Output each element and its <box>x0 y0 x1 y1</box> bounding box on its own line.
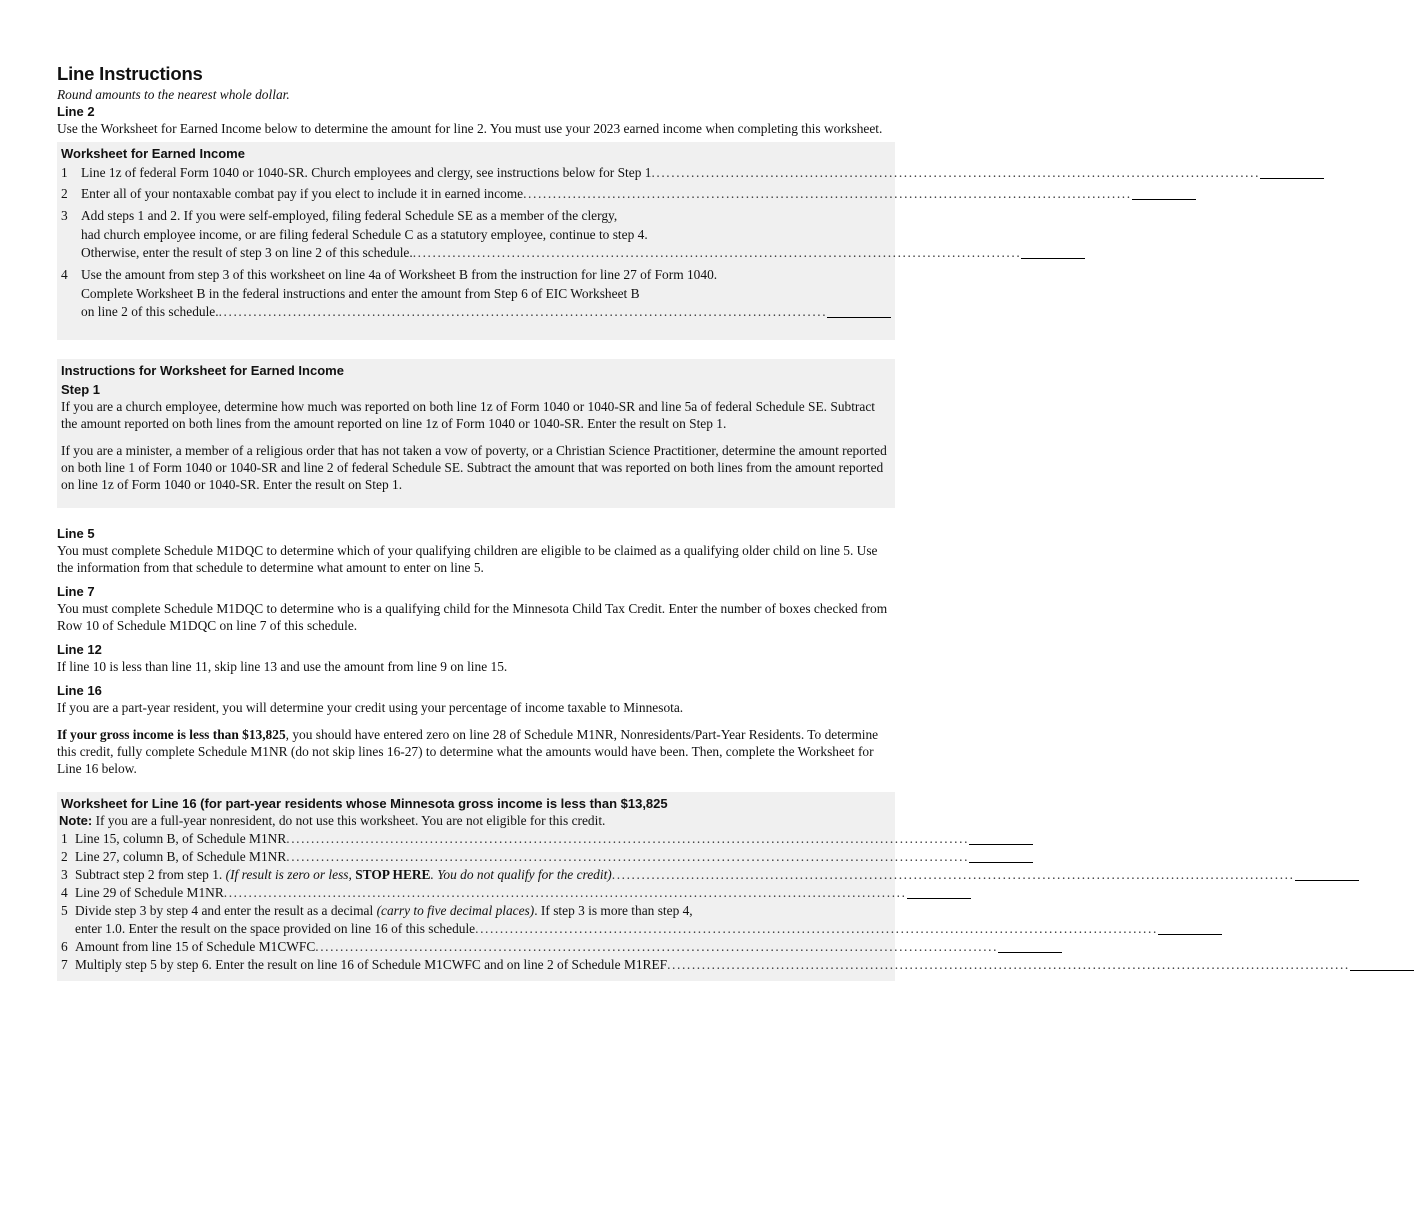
instructions-earned-income-title: Instructions for Worksheet for Earned Income <box>61 363 344 378</box>
step-text: Divide step 3 by step 4 and enter the result as a decimal <box>75 903 377 918</box>
step-text-line: Complete Worksheet B in the federal instructions and enter the amount from Step 6 of EIC Worksheet B <box>81 286 640 301</box>
instructions-earned-income <box>57 359 895 508</box>
worksheet-earned-income-title: Worksheet for Earned Income <box>61 146 245 161</box>
step-text-line: enter 1.0. Enter the result on the space provided on line 16 of this schedule <box>75 921 476 936</box>
ws16-step-6 <box>61 938 999 955</box>
ws-earned-step-1 <box>61 164 1261 181</box>
step-number: 3 <box>61 867 68 882</box>
note-label: Note: <box>59 813 93 828</box>
ws16-step-5 <box>61 902 1158 937</box>
amount-blank-step-2[interactable] <box>1132 186 1196 200</box>
step-number: 5 <box>61 903 68 918</box>
ws16-step-3 <box>61 866 1295 883</box>
worksheet-earned-income <box>57 142 1261 340</box>
step-number: 1 <box>61 165 68 180</box>
dot-leader: .......................................................................................................................................... <box>475 921 1158 936</box>
ws16-step-1 <box>61 830 970 847</box>
dot-leader: .......................................................................................................................................... <box>286 831 970 846</box>
amount-blank-ws16-3[interactable] <box>1295 867 1359 881</box>
step-number: 7 <box>61 957 68 972</box>
dot-leader: .......................................................................................................................................... <box>315 939 999 954</box>
amount-blank-ws16-4[interactable] <box>907 885 971 899</box>
ws-earned-step-2 <box>61 185 1132 202</box>
line12-text: If line 10 is less than line 11, skip line 13 and use the amount from line 9 on line 15. <box>57 659 508 674</box>
dot-leader: ........................................................................................................................... <box>412 245 1022 260</box>
step1-para-2: If you are a minister, a member of a religious order that has not taken a vow of poverty, or a Christian Science Practitioner, determine the amount reported on both line 1 of Form 1040 or 1040-SR and line 2 of federal Schedule SE. Subtract the amount that was reported on both lines from the amount reported on line 1z of Form 1040 or 1040-SR. Enter the result on Step 1. <box>61 443 887 492</box>
step-text-line: on line 2 of this schedule. <box>81 304 219 319</box>
step-text: Amount from line 15 of Schedule M1CWFC <box>75 939 316 954</box>
page <box>57 62 1350 981</box>
worksheet-line16-title: Worksheet for Line 16 (for part-year residents whose Minnesota gross income is less than $13,825 <box>61 796 668 811</box>
step-text: Line 1z of federal Form 1040 or 1040-SR. Church employees and clergy, see instructions below for Step 1 <box>81 165 652 180</box>
step-text-line: Otherwise, enter the result of step 3 on line 2 of this schedule. <box>81 245 413 260</box>
worksheet-line16 <box>57 792 1350 981</box>
round-note: Round amounts to the nearest whole dollar. <box>57 87 290 102</box>
step-text: Subtract step 2 from step 1. <box>75 867 226 882</box>
dot-leader: .......................................................................................................................................... <box>611 867 1295 882</box>
step-number: 4 <box>61 885 68 900</box>
step1-heading: Step 1 <box>61 382 101 397</box>
amount-blank-ws16-2[interactable] <box>969 849 1033 863</box>
amount-blank-step-3[interactable] <box>1021 245 1085 259</box>
dot-leader: .......................................................................................................................................... <box>667 957 1350 972</box>
gross-income-rest: , you should have entered zero on line 28 of Schedule M1NR, Nonresidents/Part-Year Residents. To determine this credit, fully complete Schedule M1NR (do not skip lines 16-27) to determine what the amounts would have been. Then, complete the Worksheet for Line 16 below. <box>57 727 879 776</box>
stop-here-bold: STOP HERE <box>355 867 431 882</box>
step-text: Enter all of your nontaxable combat pay if you elect to include it in earned income <box>81 186 524 201</box>
line7-heading: Line 7 <box>57 584 95 599</box>
line16-heading: Line 16 <box>57 683 102 698</box>
page-title: Line Instructions <box>57 63 203 84</box>
line12-heading: Line 12 <box>57 642 102 657</box>
line2-text: Use the Worksheet for Earned Income below to determine the amount for line 2. You must use your 2023 earned income when completing this worksheet. <box>57 121 883 136</box>
amount-blank-ws16-5[interactable] <box>1158 921 1222 935</box>
step-text-line: had church employee income, or are filing federal Schedule C as a statutory employee, continue to step 4. <box>81 227 648 242</box>
gross-income-bold-lead: If your gross income is less than $13,825 <box>57 727 286 742</box>
step-text: Line 15, column B, of Schedule M1NR <box>75 831 287 846</box>
amount-blank-ws16-1[interactable] <box>969 831 1033 845</box>
ws-earned-step-4 <box>61 266 891 320</box>
line5-heading: Line 5 <box>57 526 95 541</box>
step-text: . If step 3 is more than step 4, <box>534 903 693 918</box>
line16-text: If you are a part-year resident, you will determine your credit using your percentage of income taxable to Minnesota. <box>57 700 684 715</box>
amount-blank-step-1[interactable] <box>1260 165 1324 179</box>
ws16-step-2 <box>61 848 970 865</box>
step-text-line: Use the amount from step 3 of this worksheet on line 4a of Worksheet B from the instruction for line 27 of Form 1040. <box>81 267 718 282</box>
worksheet-line16-note <box>59 812 891 829</box>
dot-leader: .......................................................................................................................................... <box>286 849 970 864</box>
step-text: Line 27, column B, of Schedule M1NR <box>75 849 287 864</box>
line16-gross-income-para <box>57 726 895 777</box>
step-number: 6 <box>61 939 68 954</box>
step-text-italic: (carry to five decimal places) <box>376 903 535 918</box>
dot-leader: .......................................................................................................................................... <box>223 885 907 900</box>
line7-text: You must complete Schedule M1DQC to determine who is a qualifying child for the Minnesota Child Tax Credit. Enter the number of boxes checked from Row 10 of Schedule M1DQC on line 7 of this schedule. <box>57 601 888 633</box>
step-number: 2 <box>61 849 68 864</box>
step-text-italic: . You do not qualify for the credit) <box>430 867 612 882</box>
ws16-step-7 <box>61 956 1350 973</box>
step-text-italic: (If result is zero or less, <box>225 867 356 882</box>
step-number: 2 <box>61 186 68 201</box>
step1-para-1: If you are a church employee, determine how much was reported on both line 1z of Form 1040 or 1040-SR and line 5a of federal Schedule SE. Subtract the amount reported on both lines from the amount reported on line 1z of Form 1040 or 1040-SR. Enter the result on Step 1. <box>61 399 875 431</box>
amount-blank-step-4[interactable] <box>827 304 891 318</box>
ws-earned-step-3 <box>61 207 1022 261</box>
step-text: Multiply step 5 by step 6. Enter the result on line 16 of Schedule M1CWFC and on line 2 of Schedule M1REF <box>75 957 668 972</box>
step-text-line: Add steps 1 and 2. If you were self-employed, filing federal Schedule SE as a member of the clergy, <box>81 208 618 223</box>
step-text: Line 29 of Schedule M1NR <box>75 885 224 900</box>
dot-leader: ........................................................................................................................... <box>523 186 1132 201</box>
step-number: 3 <box>61 208 68 223</box>
dot-leader: ........................................................................................................................... <box>651 165 1261 180</box>
step-number: 1 <box>61 831 68 846</box>
dot-leader: ........................................................................................................................... <box>218 304 828 319</box>
ws16-step-4 <box>61 884 907 901</box>
line5-text: You must complete Schedule M1DQC to determine which of your qualifying children are eligible to be claimed as a qualifying older child on line 5. Use the information from that schedule to determine what amount to enter on line 5. <box>57 543 878 575</box>
note-text: If you are a full-year nonresident, do not use this worksheet. You are not eligible for this credit. <box>92 813 606 828</box>
amount-blank-ws16-7[interactable] <box>1350 957 1414 971</box>
amount-blank-ws16-6[interactable] <box>998 939 1062 953</box>
step-number: 4 <box>61 267 68 282</box>
line2-heading: Line 2 <box>57 104 95 119</box>
